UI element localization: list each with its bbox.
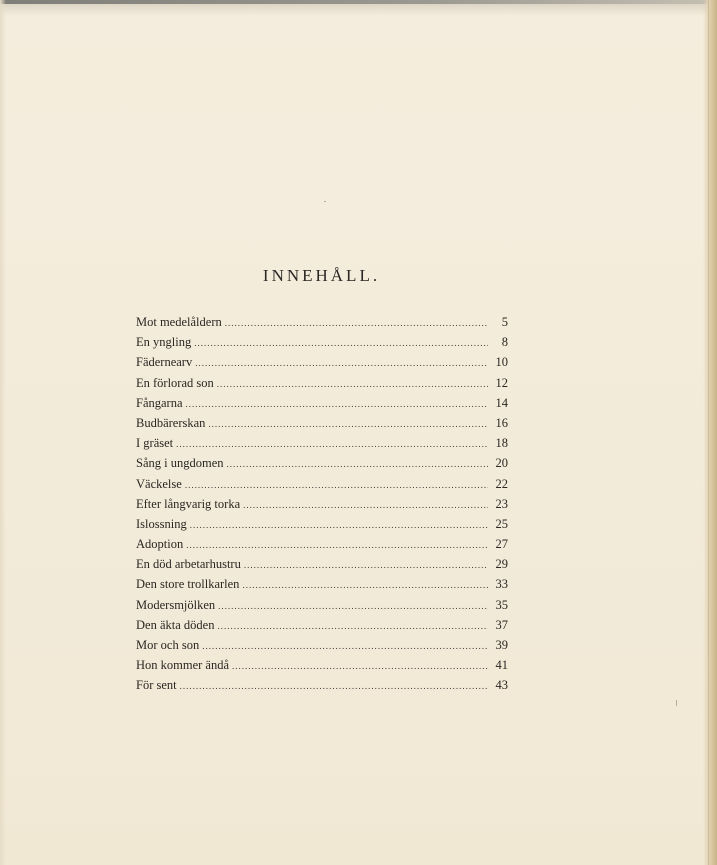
dot-leader <box>227 454 489 474</box>
toc-entry-page: 29 <box>495 557 508 572</box>
toc-entry-title: Fångarna <box>136 395 183 410</box>
toc-entry-title: I gräset <box>136 436 174 451</box>
toc-entry-page: 27 <box>495 537 508 552</box>
toc-entry-page: 39 <box>495 638 508 652</box>
dot-leader <box>195 353 488 373</box>
toc-entry <box>136 615 508 635</box>
toc-entry-title: Hon kommer ändå <box>136 658 230 673</box>
dot-leader <box>232 656 488 676</box>
dot-leader <box>217 374 488 394</box>
toc-entry-title: Mor och son <box>136 638 200 652</box>
page-left-edge <box>0 0 6 865</box>
toc-entry <box>136 474 508 494</box>
dot-leader <box>194 333 488 353</box>
toc-entry-title: Budbärerskan <box>136 415 206 430</box>
toc-entry-page: 33 <box>495 577 508 592</box>
dot-leader <box>185 475 488 495</box>
toc-entry-page: 8 <box>501 335 508 350</box>
toc-entry-page: 12 <box>495 375 508 390</box>
toc-entry <box>136 675 508 695</box>
dot-leader <box>218 596 488 616</box>
paper-speck <box>676 700 677 706</box>
toc-entry-title: En yngling <box>136 335 192 350</box>
toc-entry <box>136 352 508 372</box>
dot-leader <box>180 676 488 696</box>
toc-entry-page: 23 <box>495 496 508 511</box>
toc-entry-page: 20 <box>495 456 508 471</box>
toc-entry-page: 10 <box>495 355 508 370</box>
toc-entry-page: 16 <box>495 415 508 430</box>
toc-entry <box>136 534 508 554</box>
toc-entry-page: 5 <box>501 315 508 329</box>
toc-entry-page: 18 <box>495 436 508 451</box>
toc-entry <box>136 413 508 433</box>
toc-entry-page: 14 <box>495 395 508 410</box>
toc-entry-title: Den äkta döden <box>136 617 215 632</box>
toc-entry <box>136 494 508 514</box>
toc-entry-title: Fädernearv <box>136 355 193 370</box>
toc-entry <box>136 312 508 332</box>
page-title: INNEHÅLL. <box>262 266 381 285</box>
toc-entry-title: En förlorad son <box>136 375 214 390</box>
toc-entry-title: En död arbetarhustru <box>136 557 241 572</box>
dot-leader <box>208 414 488 434</box>
toc-entry-title: Den store trollkarlen <box>136 577 240 592</box>
toc-entry <box>136 393 508 413</box>
dot-leader <box>190 515 488 535</box>
paper-speck <box>324 201 326 202</box>
dot-leader <box>186 394 488 414</box>
toc-entry-title: Islossning <box>136 516 187 531</box>
toc-entry <box>136 433 508 453</box>
page-right-edge <box>703 0 717 865</box>
dot-leader <box>243 495 488 515</box>
dot-leader <box>225 313 488 333</box>
toc-entry-title: Mot medelåldern <box>136 315 222 329</box>
toc-entry-page: 43 <box>495 678 508 693</box>
toc-entry <box>136 332 508 352</box>
toc-entry-title: Modersmjölken <box>136 597 216 612</box>
toc-entry-title: Efter långvarig torka <box>136 496 241 511</box>
dot-leader <box>217 616 488 636</box>
toc-entry <box>136 554 508 574</box>
page-top-shadow <box>0 4 717 16</box>
page-right-edge-line <box>708 0 709 865</box>
toc-entry <box>136 453 508 473</box>
toc-entry <box>136 635 508 655</box>
toc-entry-page: 22 <box>495 476 508 491</box>
toc-entry <box>136 595 508 615</box>
table-of-contents <box>136 312 508 696</box>
toc-entry-page: 37 <box>495 617 508 632</box>
dot-leader <box>186 535 488 555</box>
toc-entry-page: 25 <box>495 516 508 531</box>
toc-entry <box>136 514 508 534</box>
dot-leader <box>242 575 488 595</box>
toc-entry-title: Adoption <box>136 537 184 552</box>
toc-entry-page: 35 <box>495 597 508 612</box>
toc-entry-title: Väckelse <box>136 476 182 491</box>
toc-entry <box>136 574 508 594</box>
dot-leader <box>202 636 488 656</box>
toc-entry <box>136 373 508 393</box>
dot-leader <box>176 434 488 454</box>
toc-entry-page: 41 <box>495 658 508 673</box>
toc-entry-title: Sång i ungdomen <box>136 456 224 471</box>
toc-entry-title: För sent <box>136 678 177 693</box>
dot-leader <box>244 555 488 575</box>
toc-entry <box>136 655 508 675</box>
